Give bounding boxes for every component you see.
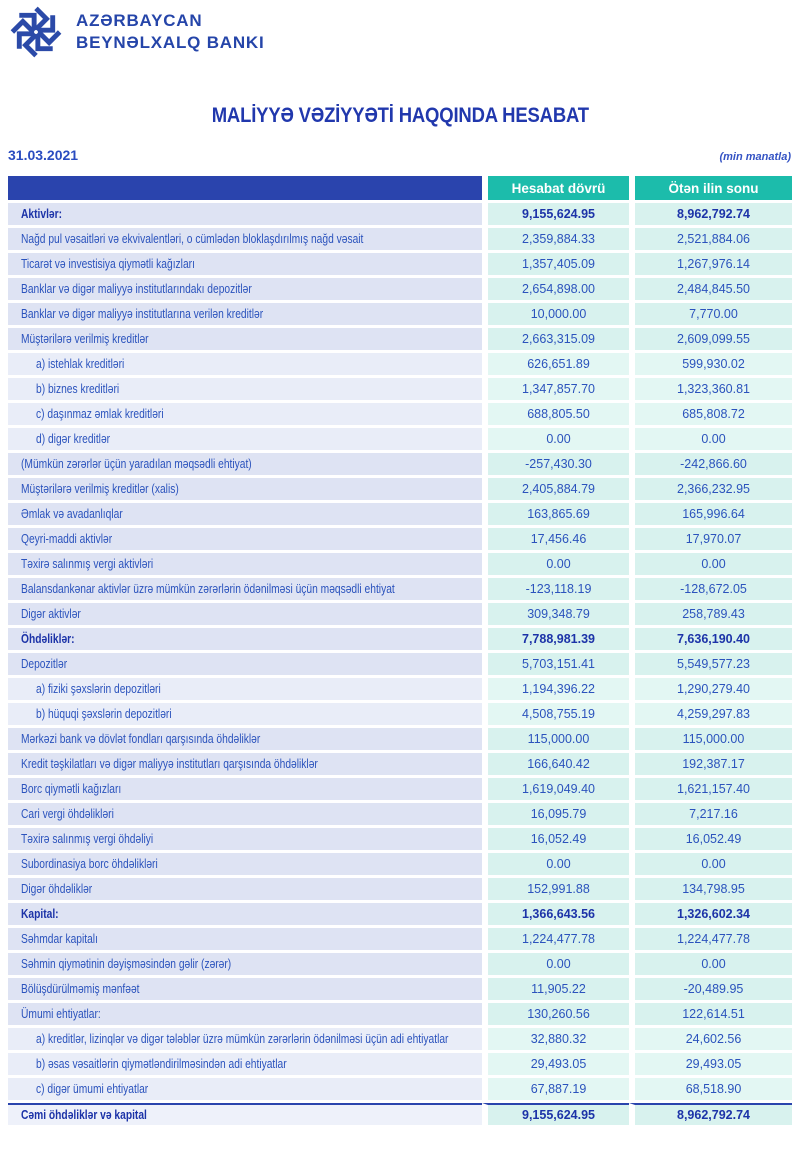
- row-value-current: 0.00: [482, 953, 629, 975]
- row-value-previous: 2,609,099.55: [629, 328, 792, 350]
- table-row: [8, 728, 792, 750]
- row-value-previous: 0.00: [629, 553, 792, 575]
- table-row: [8, 653, 792, 675]
- row-value-current: 152,991.88: [482, 878, 629, 900]
- row-value-current: 16,095.79: [482, 803, 629, 825]
- row-value-previous: 0.00: [629, 853, 792, 875]
- row-label: a) kreditlər, lizinqlər və digər tələblər üzrə mümkün zərərlərin ödənilməsi üçün adi ehtiyatlar: [8, 1028, 482, 1050]
- table-row: [8, 878, 792, 900]
- row-value-current: 10,000.00: [482, 303, 629, 325]
- row-value-previous: 115,000.00: [629, 728, 792, 750]
- row-value-previous: 258,789.43: [629, 603, 792, 625]
- row-value-current: 0.00: [482, 853, 629, 875]
- row-value-previous: 0.00: [629, 428, 792, 450]
- row-value-current: 16,052.49: [482, 828, 629, 850]
- row-value-current: 0.00: [482, 553, 629, 575]
- row-label: Digər aktivlər: [8, 603, 482, 625]
- table-row: [8, 903, 792, 925]
- row-value-current: 1,224,477.78: [482, 928, 629, 950]
- row-value-previous: 0.00: [629, 953, 792, 975]
- row-value-current: 2,405,884.79: [482, 478, 629, 500]
- row-label: Təxirə salınmış vergi öhdəliyi: [8, 828, 482, 850]
- table-row: [8, 303, 792, 325]
- bank-name-line2: BEYNƏLXALQ BANKI: [76, 33, 265, 52]
- row-value-previous: 7,636,190.40: [629, 628, 792, 650]
- table-row: [8, 253, 792, 275]
- table-row: [8, 228, 792, 250]
- row-label: b) hüquqi şəxslərin depozitləri: [8, 703, 482, 725]
- row-label: Səhmdar kapitalı: [8, 928, 482, 950]
- row-value-previous: 16,052.49: [629, 828, 792, 850]
- row-value-previous: 685,808.72: [629, 403, 792, 425]
- row-value-current: 7,788,981.39: [482, 628, 629, 650]
- report-date: 31.03.2021: [8, 147, 79, 163]
- table-row: [8, 578, 792, 600]
- table-row: [8, 478, 792, 500]
- row-value-current: 1,366,643.56: [482, 903, 629, 925]
- row-label: Müştərilərə verilmiş kreditlər: [8, 328, 482, 350]
- row-value-previous: 2,521,884.06: [629, 228, 792, 250]
- table-row: [8, 1003, 792, 1025]
- table-row: [8, 928, 792, 950]
- row-value-previous: -20,489.95: [629, 978, 792, 1000]
- row-value-current: 29,493.05: [482, 1053, 629, 1075]
- row-value-current: 2,654,898.00: [482, 278, 629, 300]
- table-row: [8, 553, 792, 575]
- row-value-current: 688,805.50: [482, 403, 629, 425]
- row-label: Cari vergi öhdəlikləri: [8, 803, 482, 825]
- row-value-previous: 29,493.05: [629, 1053, 792, 1075]
- table-row: [8, 528, 792, 550]
- row-label: Cəmi öhdəliklər və kapital: [8, 1103, 482, 1125]
- row-label: d) digər kreditlər: [8, 428, 482, 450]
- table-row: [8, 353, 792, 375]
- row-value-previous: 122,614.51: [629, 1003, 792, 1025]
- row-value-previous: 5,549,577.23: [629, 653, 792, 675]
- row-value-previous: 2,484,845.50: [629, 278, 792, 300]
- row-label: Subordinasiya borc öhdəlikləri: [8, 853, 482, 875]
- table-row: [8, 703, 792, 725]
- table-row: [8, 603, 792, 625]
- table-row: [8, 428, 792, 450]
- row-label: Kredit təşkilatları və digər maliyyə institutları qarşısında öhdəliklər: [8, 753, 482, 775]
- row-value-current: 130,260.56: [482, 1003, 629, 1025]
- brand-header: [8, 4, 265, 60]
- row-value-previous: 8,962,792.74: [629, 203, 792, 225]
- column-header-previous: Ötən ilin sonu: [629, 176, 792, 200]
- row-value-previous: 8,962,792.74: [629, 1103, 792, 1125]
- row-value-previous: 2,366,232.95: [629, 478, 792, 500]
- row-value-previous: 165,996.64: [629, 503, 792, 525]
- table-body: [8, 203, 792, 1125]
- row-label: c) daşınmaz əmlak kreditləri: [8, 403, 482, 425]
- table-header-row: [8, 176, 792, 200]
- table-row: [8, 453, 792, 475]
- row-value-previous: 1,323,360.81: [629, 378, 792, 400]
- row-value-current: 309,348.79: [482, 603, 629, 625]
- row-value-current: 11,905.22: [482, 978, 629, 1000]
- row-value-current: 1,194,396.22: [482, 678, 629, 700]
- row-value-previous: 1,621,157.40: [629, 778, 792, 800]
- bank-name: [76, 10, 265, 54]
- row-value-previous: 599,930.02: [629, 353, 792, 375]
- row-value-current: 163,865.69: [482, 503, 629, 525]
- row-label: b) biznes kreditləri: [8, 378, 482, 400]
- row-value-previous: 1,267,976.14: [629, 253, 792, 275]
- row-value-current: 5,703,151.41: [482, 653, 629, 675]
- unit-note: (min manatla): [719, 151, 791, 163]
- table-row: [8, 778, 792, 800]
- row-label: Ticarət və investisiya qiymətli kağızları: [8, 253, 482, 275]
- row-value-current: 626,651.89: [482, 353, 629, 375]
- row-label: c) digər ümumi ehtiyatlar: [8, 1078, 482, 1100]
- row-value-current: 1,357,405.09: [482, 253, 629, 275]
- row-value-previous: 192,387.17: [629, 753, 792, 775]
- row-value-current: 1,619,049.40: [482, 778, 629, 800]
- table-row: [8, 1103, 792, 1125]
- table-row: [8, 503, 792, 525]
- row-value-previous: 1,224,477.78: [629, 928, 792, 950]
- table-row: [8, 803, 792, 825]
- row-value-current: 0.00: [482, 428, 629, 450]
- row-value-current: 32,880.32: [482, 1028, 629, 1050]
- row-value-current: 9,155,624.95: [482, 1103, 629, 1125]
- row-label: a) istehlak kreditləri: [8, 353, 482, 375]
- row-label: Borc qiymətli kağızları: [8, 778, 482, 800]
- row-label: Müştərilərə verilmiş kreditlər (xalis): [8, 478, 482, 500]
- row-label: Təxirə salınmış vergi aktivləri: [8, 553, 482, 575]
- table-row: [8, 203, 792, 225]
- row-value-current: 67,887.19: [482, 1078, 629, 1100]
- table-row: [8, 753, 792, 775]
- row-label: Kapital:: [8, 903, 482, 925]
- row-label: Öhdəliklər:: [8, 628, 482, 650]
- row-value-previous: 1,326,602.34: [629, 903, 792, 925]
- row-value-current: -257,430.30: [482, 453, 629, 475]
- row-label: (Mümkün zərərlər üçün yaradılan məqsədli ehtiyat): [8, 453, 482, 475]
- balance-sheet-table: [8, 173, 792, 1128]
- row-value-current: 2,359,884.33: [482, 228, 629, 250]
- bank-logo-icon: [8, 4, 64, 60]
- table-row: [8, 853, 792, 875]
- row-value-previous: 17,970.07: [629, 528, 792, 550]
- row-label: Depozitlər: [8, 653, 482, 675]
- row-value-current: -123,118.19: [482, 578, 629, 600]
- table-row: [8, 628, 792, 650]
- row-value-previous: 7,770.00: [629, 303, 792, 325]
- row-label: Nağd pul vəsaitləri və ekvivalentləri, o cümlədən bloklaşdırılmış nağd vəsait: [8, 228, 482, 250]
- row-value-previous: -128,672.05: [629, 578, 792, 600]
- row-value-current: 1,347,857.70: [482, 378, 629, 400]
- table-row: [8, 1078, 792, 1100]
- table-row: [8, 978, 792, 1000]
- row-label: a) fiziki şəxslərin depozitləri: [8, 678, 482, 700]
- row-value-current: 4,508,755.19: [482, 703, 629, 725]
- table-row: [8, 828, 792, 850]
- row-value-current: 115,000.00: [482, 728, 629, 750]
- row-value-previous: -242,866.60: [629, 453, 792, 475]
- table-row: [8, 953, 792, 975]
- bank-name-line1: AZƏRBAYCAN: [76, 11, 203, 31]
- row-label: Mərkəzi bank və dövlət fondları qarşısında öhdəliklər: [8, 728, 482, 750]
- table-row: [8, 378, 792, 400]
- row-value-current: 9,155,624.95: [482, 203, 629, 225]
- row-label: Əmlak və avadanlıqlar: [8, 503, 482, 525]
- row-label: Banklar və digər maliyyə institutlarına verilən kreditlər: [8, 303, 482, 325]
- row-value-previous: 24,602.56: [629, 1028, 792, 1050]
- row-label: Banklar və digər maliyyə institutlarındakı depozitlər: [8, 278, 482, 300]
- row-value-previous: 7,217.16: [629, 803, 792, 825]
- row-label: Ümumi ehtiyatlar:: [8, 1003, 482, 1025]
- row-label: Balansdankənar aktivlər üzrə mümkün zərərlərin ödənilməsi üçün məqsədli ehtiyat: [8, 578, 482, 600]
- table-row: [8, 1053, 792, 1075]
- row-value-previous: 4,259,297.83: [629, 703, 792, 725]
- table-row: [8, 1028, 792, 1050]
- row-label: Bölüşdürülməmiş mənfəət: [8, 978, 482, 1000]
- row-value-current: 2,663,315.09: [482, 328, 629, 350]
- column-header-current: Hesabat dövrü: [482, 176, 629, 200]
- row-label: Digər öhdəliklər: [8, 878, 482, 900]
- row-label: Aktivlər:: [8, 203, 482, 225]
- row-label: b) əsas vəsaitlərin qiymətləndirilməsindən adi ehtiyatlar: [8, 1053, 482, 1075]
- row-value-previous: 1,290,279.40: [629, 678, 792, 700]
- row-value-current: 17,456.46: [482, 528, 629, 550]
- table-row: [8, 403, 792, 425]
- row-value-current: 166,640.42: [482, 753, 629, 775]
- header-spacer-cell: [8, 176, 482, 200]
- row-label: Səhmin qiymətinin dəyişməsindən gəlir (zərər): [8, 953, 482, 975]
- row-value-previous: 68,518.90: [629, 1078, 792, 1100]
- row-label: Qeyri-maddi aktivlər: [8, 528, 482, 550]
- table-row: [8, 328, 792, 350]
- table-row: [8, 678, 792, 700]
- page-title: MALİYYƏ VƏZİYYƏTİ HAQQINDA HESABAT: [211, 104, 589, 127]
- table-row: [8, 278, 792, 300]
- row-value-previous: 134,798.95: [629, 878, 792, 900]
